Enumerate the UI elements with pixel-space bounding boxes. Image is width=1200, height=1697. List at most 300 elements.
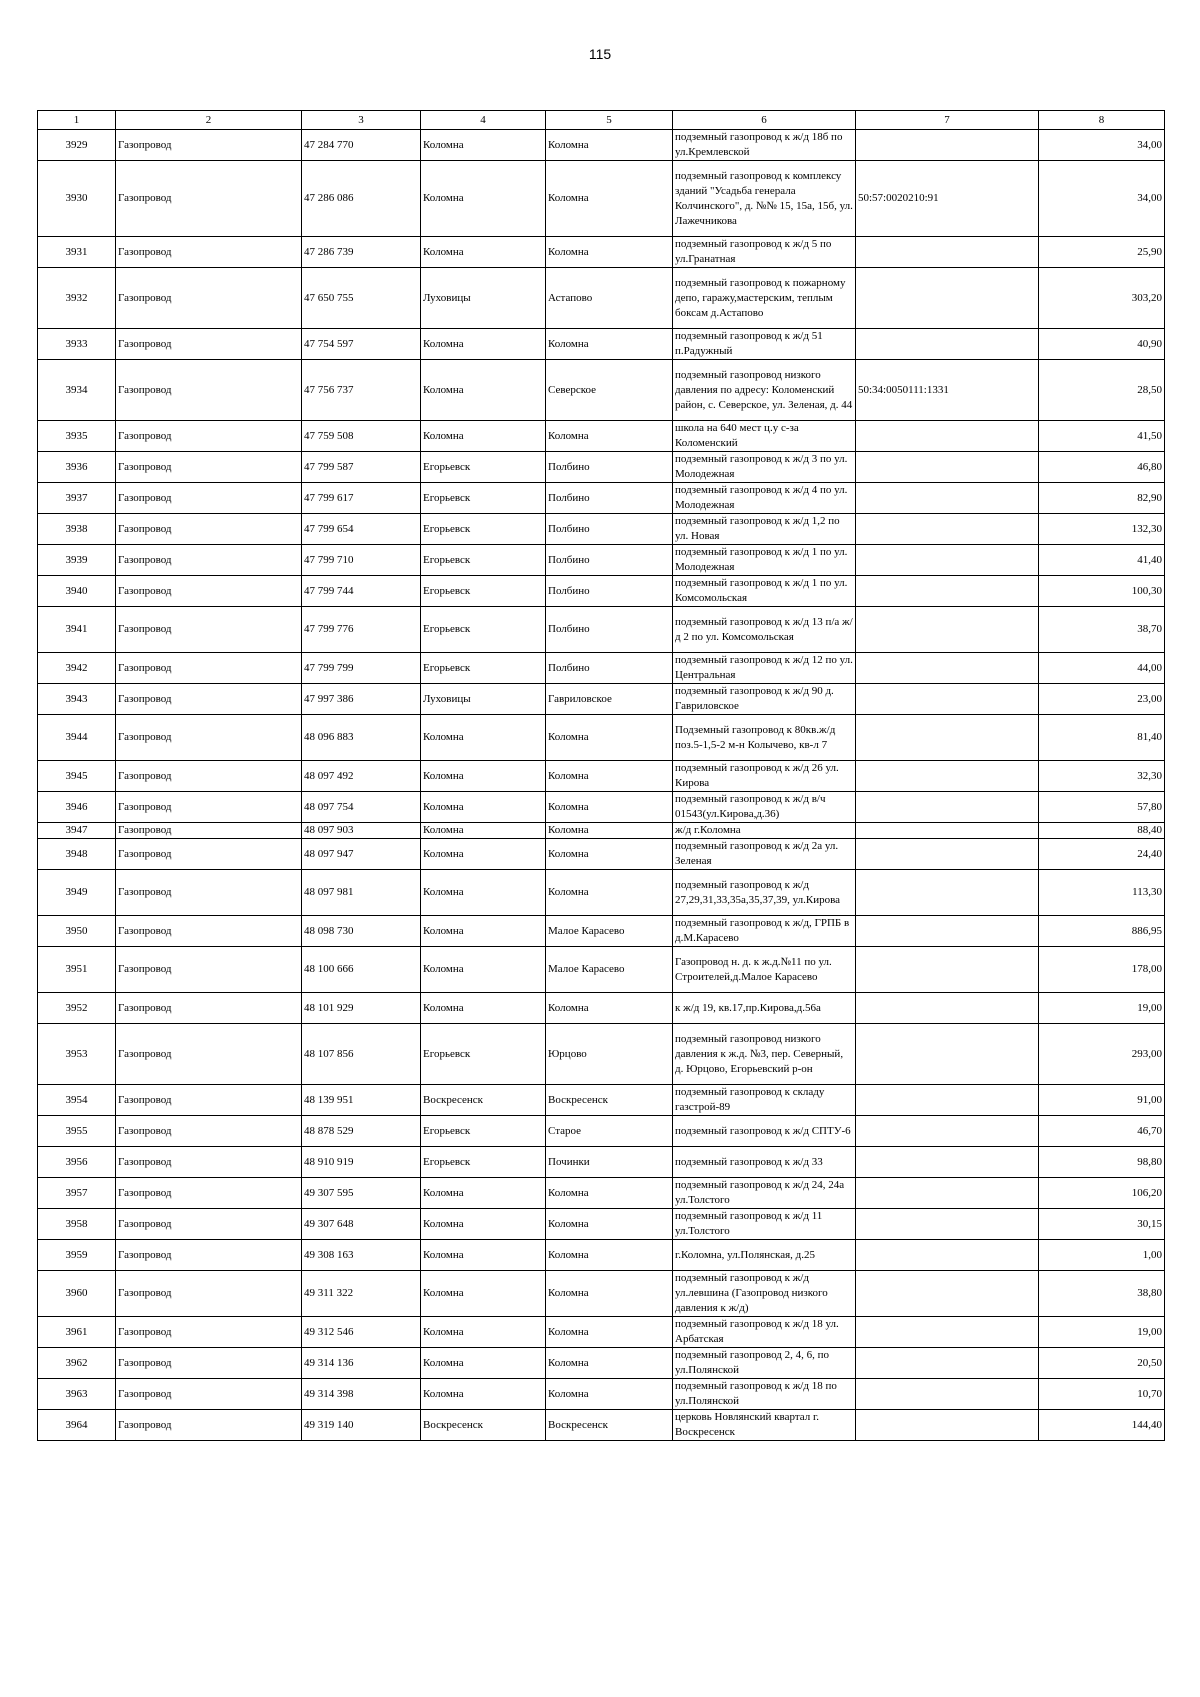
table-row xyxy=(38,870,1165,916)
object-name-cell: Газопровод xyxy=(116,421,302,452)
registry-table xyxy=(37,110,1165,1441)
length-value-cell: 44,00 xyxy=(1039,653,1165,684)
cadastral-number-cell xyxy=(856,1178,1039,1209)
table-row xyxy=(38,1178,1165,1209)
registry-code-cell: 47 997 386 xyxy=(302,684,421,715)
table-row xyxy=(38,792,1165,823)
district-cell: Егорьевск xyxy=(421,576,546,607)
description-cell: подземный газопровод к ж/д 1 по ул. Комсомольская xyxy=(673,576,856,607)
description-cell: подземный газопровод низкого давления по адресу: Коломенский район, с. Северское, ул. Зеленая, д. 44 xyxy=(673,360,856,421)
locality-cell: Полбино xyxy=(546,545,673,576)
district-cell: Коломна xyxy=(421,1240,546,1271)
row-number-cell: 3955 xyxy=(38,1116,116,1147)
description-cell: подземный газопровод к ж/д 24, 24а ул.Толстого xyxy=(673,1178,856,1209)
object-name-cell: Газопровод xyxy=(116,761,302,792)
length-value-cell: 82,90 xyxy=(1039,483,1165,514)
row-number-cell: 3949 xyxy=(38,870,116,916)
object-name-cell: Газопровод xyxy=(116,792,302,823)
locality-cell: Малое Карасево xyxy=(546,916,673,947)
row-number-cell: 3936 xyxy=(38,452,116,483)
locality-cell: Полбино xyxy=(546,576,673,607)
table-row xyxy=(38,452,1165,483)
table-row xyxy=(38,715,1165,761)
object-name-cell: Газопровод xyxy=(116,1348,302,1379)
cadastral-number-cell xyxy=(856,576,1039,607)
length-value-cell: 46,80 xyxy=(1039,452,1165,483)
district-cell: Егорьевск xyxy=(421,483,546,514)
registry-code-cell: 48 100 666 xyxy=(302,947,421,993)
header-cell: 1 xyxy=(38,111,116,130)
cadastral-number-cell xyxy=(856,329,1039,360)
row-number-cell: 3959 xyxy=(38,1240,116,1271)
length-value-cell: 19,00 xyxy=(1039,1317,1165,1348)
table-row xyxy=(38,1147,1165,1178)
district-cell: Коломна xyxy=(421,993,546,1024)
cadastral-number-cell xyxy=(856,607,1039,653)
row-number-cell: 3962 xyxy=(38,1348,116,1379)
header-row xyxy=(38,111,1165,130)
locality-cell: Коломна xyxy=(546,130,673,161)
table-row xyxy=(38,1348,1165,1379)
description-cell: подземный газопровод к комплексу зданий "Усадьба генерала Колчинского", д. №№ 15, 15а, 15б, ул. Лажечникова xyxy=(673,161,856,237)
registry-code-cell: 48 878 529 xyxy=(302,1116,421,1147)
row-number-cell: 3932 xyxy=(38,268,116,329)
row-number-cell: 3930 xyxy=(38,161,116,237)
district-cell: Егорьевск xyxy=(421,1024,546,1085)
registry-code-cell: 48 097 947 xyxy=(302,839,421,870)
object-name-cell: Газопровод xyxy=(116,545,302,576)
row-number-cell: 3939 xyxy=(38,545,116,576)
district-cell: Коломна xyxy=(421,761,546,792)
page-number: 115 xyxy=(588,46,612,62)
locality-cell: Коломна xyxy=(546,329,673,360)
registry-code-cell: 47 799 776 xyxy=(302,607,421,653)
cadastral-number-cell xyxy=(856,545,1039,576)
description-cell: Газопровод н. д. к ж.д.№11 по ул. Строителей,д.Малое Карасево xyxy=(673,947,856,993)
row-number-cell: 3950 xyxy=(38,916,116,947)
length-value-cell: 178,00 xyxy=(1039,947,1165,993)
header-cell: 6 xyxy=(673,111,856,130)
description-cell: подземный газопровод к ж/д 11 ул.Толстого xyxy=(673,1209,856,1240)
table-row xyxy=(38,161,1165,237)
length-value-cell: 88,40 xyxy=(1039,823,1165,839)
district-cell: Коломна xyxy=(421,1178,546,1209)
registry-code-cell: 47 799 617 xyxy=(302,483,421,514)
length-value-cell: 40,90 xyxy=(1039,329,1165,360)
row-number-cell: 3929 xyxy=(38,130,116,161)
registry-code-cell: 47 799 799 xyxy=(302,653,421,684)
cadastral-number-cell xyxy=(856,268,1039,329)
district-cell: Луховицы xyxy=(421,684,546,715)
object-name-cell: Газопровод xyxy=(116,839,302,870)
object-name-cell: Газопровод xyxy=(116,1209,302,1240)
row-number-cell: 3961 xyxy=(38,1317,116,1348)
district-cell: Коломна xyxy=(421,947,546,993)
object-name-cell: Газопровод xyxy=(116,1317,302,1348)
table-row xyxy=(38,268,1165,329)
registry-code-cell: 48 101 929 xyxy=(302,993,421,1024)
registry-code-cell: 49 311 322 xyxy=(302,1271,421,1317)
length-value-cell: 106,20 xyxy=(1039,1178,1165,1209)
row-number-cell: 3960 xyxy=(38,1271,116,1317)
registry-code-cell: 48 097 492 xyxy=(302,761,421,792)
cadastral-number-cell xyxy=(856,1024,1039,1085)
row-number-cell: 3954 xyxy=(38,1085,116,1116)
cadastral-number-cell xyxy=(856,761,1039,792)
district-cell: Воскресенск xyxy=(421,1410,546,1441)
cadastral-number-cell xyxy=(856,421,1039,452)
row-number-cell: 3948 xyxy=(38,839,116,870)
registry-code-cell: 48 139 951 xyxy=(302,1085,421,1116)
district-cell: Коломна xyxy=(421,329,546,360)
cadastral-number-cell xyxy=(856,823,1039,839)
object-name-cell: Газопровод xyxy=(116,161,302,237)
registry-code-cell: 49 308 163 xyxy=(302,1240,421,1271)
locality-cell: Северское xyxy=(546,360,673,421)
table-row xyxy=(38,545,1165,576)
table-row xyxy=(38,576,1165,607)
object-name-cell: Газопровод xyxy=(116,1240,302,1271)
table-row xyxy=(38,653,1165,684)
length-value-cell: 32,30 xyxy=(1039,761,1165,792)
cadastral-number-cell xyxy=(856,684,1039,715)
row-number-cell: 3946 xyxy=(38,792,116,823)
length-value-cell: 25,90 xyxy=(1039,237,1165,268)
registry-code-cell: 49 314 398 xyxy=(302,1379,421,1410)
table-row xyxy=(38,1271,1165,1317)
length-value-cell: 19,00 xyxy=(1039,993,1165,1024)
table-row xyxy=(38,1410,1165,1441)
locality-cell: Коломна xyxy=(546,1240,673,1271)
table-row xyxy=(38,329,1165,360)
description-cell: подземный газопровод к ж/д 3 по ул. Молодежная xyxy=(673,452,856,483)
row-number-cell: 3933 xyxy=(38,329,116,360)
row-number-cell: 3957 xyxy=(38,1178,116,1209)
length-value-cell: 886,95 xyxy=(1039,916,1165,947)
district-cell: Коломна xyxy=(421,839,546,870)
locality-cell: Старое xyxy=(546,1116,673,1147)
row-number-cell: 3938 xyxy=(38,514,116,545)
object-name-cell: Газопровод xyxy=(116,823,302,839)
description-cell: подземный газопровод к ж/д 33 xyxy=(673,1147,856,1178)
locality-cell: Коломна xyxy=(546,1317,673,1348)
cadastral-number-cell xyxy=(856,792,1039,823)
registry-code-cell: 47 799 744 xyxy=(302,576,421,607)
registry-code-cell: 47 799 710 xyxy=(302,545,421,576)
row-number-cell: 3947 xyxy=(38,823,116,839)
locality-cell: Полбино xyxy=(546,483,673,514)
description-cell: подземный газопровод к ж/д 2а ул. Зеленая xyxy=(673,839,856,870)
table-row xyxy=(38,1317,1165,1348)
locality-cell: Воскресенск xyxy=(546,1410,673,1441)
length-value-cell: 23,00 xyxy=(1039,684,1165,715)
district-cell: Луховицы xyxy=(421,268,546,329)
table-body xyxy=(38,130,1165,1441)
locality-cell: Коломна xyxy=(546,823,673,839)
table-row xyxy=(38,360,1165,421)
row-number-cell: 3937 xyxy=(38,483,116,514)
object-name-cell: Газопровод xyxy=(116,483,302,514)
cadastral-number-cell xyxy=(856,1209,1039,1240)
locality-cell: Коломна xyxy=(546,715,673,761)
header-cell: 7 xyxy=(856,111,1039,130)
object-name-cell: Газопровод xyxy=(116,916,302,947)
object-name-cell: Газопровод xyxy=(116,576,302,607)
length-value-cell: 34,00 xyxy=(1039,161,1165,237)
description-cell: подземный газопровод к ж/д 90 д. Гавриловское xyxy=(673,684,856,715)
cadastral-number-cell xyxy=(856,1085,1039,1116)
header-cell: 8 xyxy=(1039,111,1165,130)
locality-cell: Коломна xyxy=(546,1178,673,1209)
locality-cell: Починки xyxy=(546,1147,673,1178)
cadastral-number-cell: 50:57:0020210:91 xyxy=(856,161,1039,237)
district-cell: Егорьевск xyxy=(421,514,546,545)
length-value-cell: 20,50 xyxy=(1039,1348,1165,1379)
cadastral-number-cell xyxy=(856,715,1039,761)
description-cell: подземный газопровод к складу газстрой-89 xyxy=(673,1085,856,1116)
district-cell: Коломна xyxy=(421,161,546,237)
cadastral-number-cell xyxy=(856,993,1039,1024)
description-cell: подземный газопровод к ж/д 1,2 по ул. Новая xyxy=(673,514,856,545)
length-value-cell: 10,70 xyxy=(1039,1379,1165,1410)
cadastral-number-cell xyxy=(856,1410,1039,1441)
row-number-cell: 3935 xyxy=(38,421,116,452)
table-row xyxy=(38,1240,1165,1271)
district-cell: Егорьевск xyxy=(421,607,546,653)
description-cell: церковь Новлянский квартал г. Воскресенск xyxy=(673,1410,856,1441)
registry-code-cell: 47 756 737 xyxy=(302,360,421,421)
registry-code-cell: 47 799 654 xyxy=(302,514,421,545)
row-number-cell: 3951 xyxy=(38,947,116,993)
registry-code-cell: 48 097 903 xyxy=(302,823,421,839)
description-cell: школа на 640 мест ц.у с-за Коломенский xyxy=(673,421,856,452)
description-cell: подземный газопровод к ж/д 18 по ул.Полянской xyxy=(673,1379,856,1410)
locality-cell: Юрцово xyxy=(546,1024,673,1085)
object-name-cell: Газопровод xyxy=(116,329,302,360)
district-cell: Коломна xyxy=(421,1317,546,1348)
registry-code-cell: 48 098 730 xyxy=(302,916,421,947)
cadastral-number-cell xyxy=(856,483,1039,514)
row-number-cell: 3945 xyxy=(38,761,116,792)
object-name-cell: Газопровод xyxy=(116,237,302,268)
cadastral-number-cell xyxy=(856,1271,1039,1317)
row-number-cell: 3944 xyxy=(38,715,116,761)
length-value-cell: 100,30 xyxy=(1039,576,1165,607)
district-cell: Коломна xyxy=(421,1379,546,1410)
district-cell: Коломна xyxy=(421,1348,546,1379)
length-value-cell: 113,30 xyxy=(1039,870,1165,916)
cadastral-number-cell xyxy=(856,237,1039,268)
registry-code-cell: 48 910 919 xyxy=(302,1147,421,1178)
table-row xyxy=(38,421,1165,452)
description-cell: подземный газопровод к ж/д СПТУ-6 xyxy=(673,1116,856,1147)
registry-code-cell: 47 799 587 xyxy=(302,452,421,483)
description-cell: подземный газопровод к ж/д в/ч 01543(ул.Кирова,д.36) xyxy=(673,792,856,823)
row-number-cell: 3956 xyxy=(38,1147,116,1178)
length-value-cell: 98,80 xyxy=(1039,1147,1165,1178)
object-name-cell: Газопровод xyxy=(116,1178,302,1209)
registry-code-cell: 47 286 739 xyxy=(302,237,421,268)
row-number-cell: 3953 xyxy=(38,1024,116,1085)
district-cell: Коломна xyxy=(421,916,546,947)
length-value-cell: 303,20 xyxy=(1039,268,1165,329)
cadastral-number-cell xyxy=(856,1116,1039,1147)
cadastral-number-cell xyxy=(856,1240,1039,1271)
locality-cell: Коломна xyxy=(546,870,673,916)
object-name-cell: Газопровод xyxy=(116,993,302,1024)
cadastral-number-cell xyxy=(856,1379,1039,1410)
district-cell: Егорьевск xyxy=(421,1147,546,1178)
district-cell: Коломна xyxy=(421,130,546,161)
registry-code-cell: 48 096 883 xyxy=(302,715,421,761)
cadastral-number-cell xyxy=(856,514,1039,545)
table-row xyxy=(38,1209,1165,1240)
row-number-cell: 3943 xyxy=(38,684,116,715)
registry-code-cell: 49 307 648 xyxy=(302,1209,421,1240)
district-cell: Коломна xyxy=(421,1209,546,1240)
description-cell: к ж/д 19, кв.17,пр.Кирова,д.56а xyxy=(673,993,856,1024)
registry-code-cell: 49 312 546 xyxy=(302,1317,421,1348)
description-cell: подземный газопровод к ж/д 27,29,31,33,35а,35,37,39, ул.Кирова xyxy=(673,870,856,916)
length-value-cell: 46,70 xyxy=(1039,1116,1165,1147)
row-number-cell: 3942 xyxy=(38,653,116,684)
district-cell: Коломна xyxy=(421,715,546,761)
length-value-cell: 132,30 xyxy=(1039,514,1165,545)
registry-code-cell: 47 754 597 xyxy=(302,329,421,360)
district-cell: Коломна xyxy=(421,823,546,839)
cadastral-number-cell xyxy=(856,839,1039,870)
row-number-cell: 3934 xyxy=(38,360,116,421)
table-row xyxy=(38,514,1165,545)
table-row xyxy=(38,1085,1165,1116)
table-row xyxy=(38,839,1165,870)
cadastral-number-cell xyxy=(856,916,1039,947)
district-cell: Коломна xyxy=(421,870,546,916)
locality-cell: Коломна xyxy=(546,839,673,870)
registry-code-cell: 47 284 770 xyxy=(302,130,421,161)
object-name-cell: Газопровод xyxy=(116,1379,302,1410)
length-value-cell: 81,40 xyxy=(1039,715,1165,761)
district-cell: Коломна xyxy=(421,792,546,823)
object-name-cell: Газопровод xyxy=(116,1147,302,1178)
object-name-cell: Газопровод xyxy=(116,514,302,545)
object-name-cell: Газопровод xyxy=(116,130,302,161)
cadastral-number-cell xyxy=(856,452,1039,483)
cadastral-number-cell xyxy=(856,130,1039,161)
district-cell: Егорьевск xyxy=(421,653,546,684)
table-row xyxy=(38,684,1165,715)
cadastral-number-cell: 50:34:0050111:1331 xyxy=(856,360,1039,421)
locality-cell: Коломна xyxy=(546,761,673,792)
cadastral-number-cell xyxy=(856,870,1039,916)
table-row xyxy=(38,823,1165,839)
table-row xyxy=(38,1116,1165,1147)
object-name-cell: Газопровод xyxy=(116,653,302,684)
length-value-cell: 1,00 xyxy=(1039,1240,1165,1271)
object-name-cell: Газопровод xyxy=(116,607,302,653)
length-value-cell: 38,80 xyxy=(1039,1271,1165,1317)
object-name-cell: Газопровод xyxy=(116,1271,302,1317)
row-number-cell: 3963 xyxy=(38,1379,116,1410)
district-cell: Коломна xyxy=(421,1271,546,1317)
locality-cell: Коломна xyxy=(546,792,673,823)
registry-code-cell: 49 319 140 xyxy=(302,1410,421,1441)
length-value-cell: 41,40 xyxy=(1039,545,1165,576)
row-number-cell: 3931 xyxy=(38,237,116,268)
description-cell: Подземный газопровод к 80кв.ж/д поз.5-1,5-2 м-н Колычево, кв-л 7 xyxy=(673,715,856,761)
registry-code-cell: 47 650 755 xyxy=(302,268,421,329)
description-cell: подземный газопровод к ж/д 13 п/а ж/д 2 по ул. Комсомольская xyxy=(673,607,856,653)
registry-code-cell: 48 107 856 xyxy=(302,1024,421,1085)
cadastral-number-cell xyxy=(856,1317,1039,1348)
object-name-cell: Газопровод xyxy=(116,1085,302,1116)
registry-code-cell: 49 307 595 xyxy=(302,1178,421,1209)
object-name-cell: Газопровод xyxy=(116,684,302,715)
locality-cell: Астапово xyxy=(546,268,673,329)
locality-cell: Коломна xyxy=(546,1379,673,1410)
length-value-cell: 91,00 xyxy=(1039,1085,1165,1116)
table-row xyxy=(38,947,1165,993)
district-cell: Коломна xyxy=(421,421,546,452)
district-cell: Воскресенск xyxy=(421,1085,546,1116)
description-cell: подземный газопровод низкого давления к ж.д. №3, пер. Северный, д. Юрцово, Егорьевский р-он xyxy=(673,1024,856,1085)
description-cell: подземный газопровод к ж/д 18б по ул.Кремлевской xyxy=(673,130,856,161)
object-name-cell: Газопровод xyxy=(116,1410,302,1441)
locality-cell: Коломна xyxy=(546,1348,673,1379)
cadastral-number-cell xyxy=(856,653,1039,684)
description-cell: подземный газопровод к пожарному депо, гаражу,мастерским, теплым боксам д.Астапово xyxy=(673,268,856,329)
locality-cell: Коломна xyxy=(546,1271,673,1317)
registry-code-cell: 48 097 754 xyxy=(302,792,421,823)
description-cell: подземный газопровод к ж/д 12 по ул. Центральная xyxy=(673,653,856,684)
row-number-cell: 3940 xyxy=(38,576,116,607)
header-cell: 5 xyxy=(546,111,673,130)
registry-code-cell: 48 097 981 xyxy=(302,870,421,916)
description-cell: подземный газопровод к ж/д 1 по ул. Молодежная xyxy=(673,545,856,576)
object-name-cell: Газопровод xyxy=(116,268,302,329)
row-number-cell: 3964 xyxy=(38,1410,116,1441)
locality-cell: Малое Карасево xyxy=(546,947,673,993)
table-row xyxy=(38,916,1165,947)
length-value-cell: 30,15 xyxy=(1039,1209,1165,1240)
district-cell: Егорьевск xyxy=(421,1116,546,1147)
table-row xyxy=(38,607,1165,653)
length-value-cell: 144,40 xyxy=(1039,1410,1165,1441)
district-cell: Егорьевск xyxy=(421,545,546,576)
locality-cell: Полбино xyxy=(546,514,673,545)
locality-cell: Полбино xyxy=(546,452,673,483)
description-cell: подземный газопровод к ж/д 26 ул. Кирова xyxy=(673,761,856,792)
description-cell: ж/д г.Коломна xyxy=(673,823,856,839)
locality-cell: Коломна xyxy=(546,161,673,237)
object-name-cell: Газопровод xyxy=(116,947,302,993)
cadastral-number-cell xyxy=(856,947,1039,993)
locality-cell: Полбино xyxy=(546,653,673,684)
description-cell: подземный газопровод к ж/д, ГРПБ в д.М.Карасево xyxy=(673,916,856,947)
table-row xyxy=(38,130,1165,161)
registry-code-cell: 47 759 508 xyxy=(302,421,421,452)
length-value-cell: 38,70 xyxy=(1039,607,1165,653)
locality-cell: Коломна xyxy=(546,421,673,452)
row-number-cell: 3941 xyxy=(38,607,116,653)
table-row xyxy=(38,1379,1165,1410)
object-name-cell: Газопровод xyxy=(116,870,302,916)
object-name-cell: Газопровод xyxy=(116,1024,302,1085)
locality-cell: Воскресенск xyxy=(546,1085,673,1116)
description-cell: подземный газопровод 2, 4, 6, по ул.Полянской xyxy=(673,1348,856,1379)
district-cell: Егорьевск xyxy=(421,452,546,483)
registry-code-cell: 49 314 136 xyxy=(302,1348,421,1379)
